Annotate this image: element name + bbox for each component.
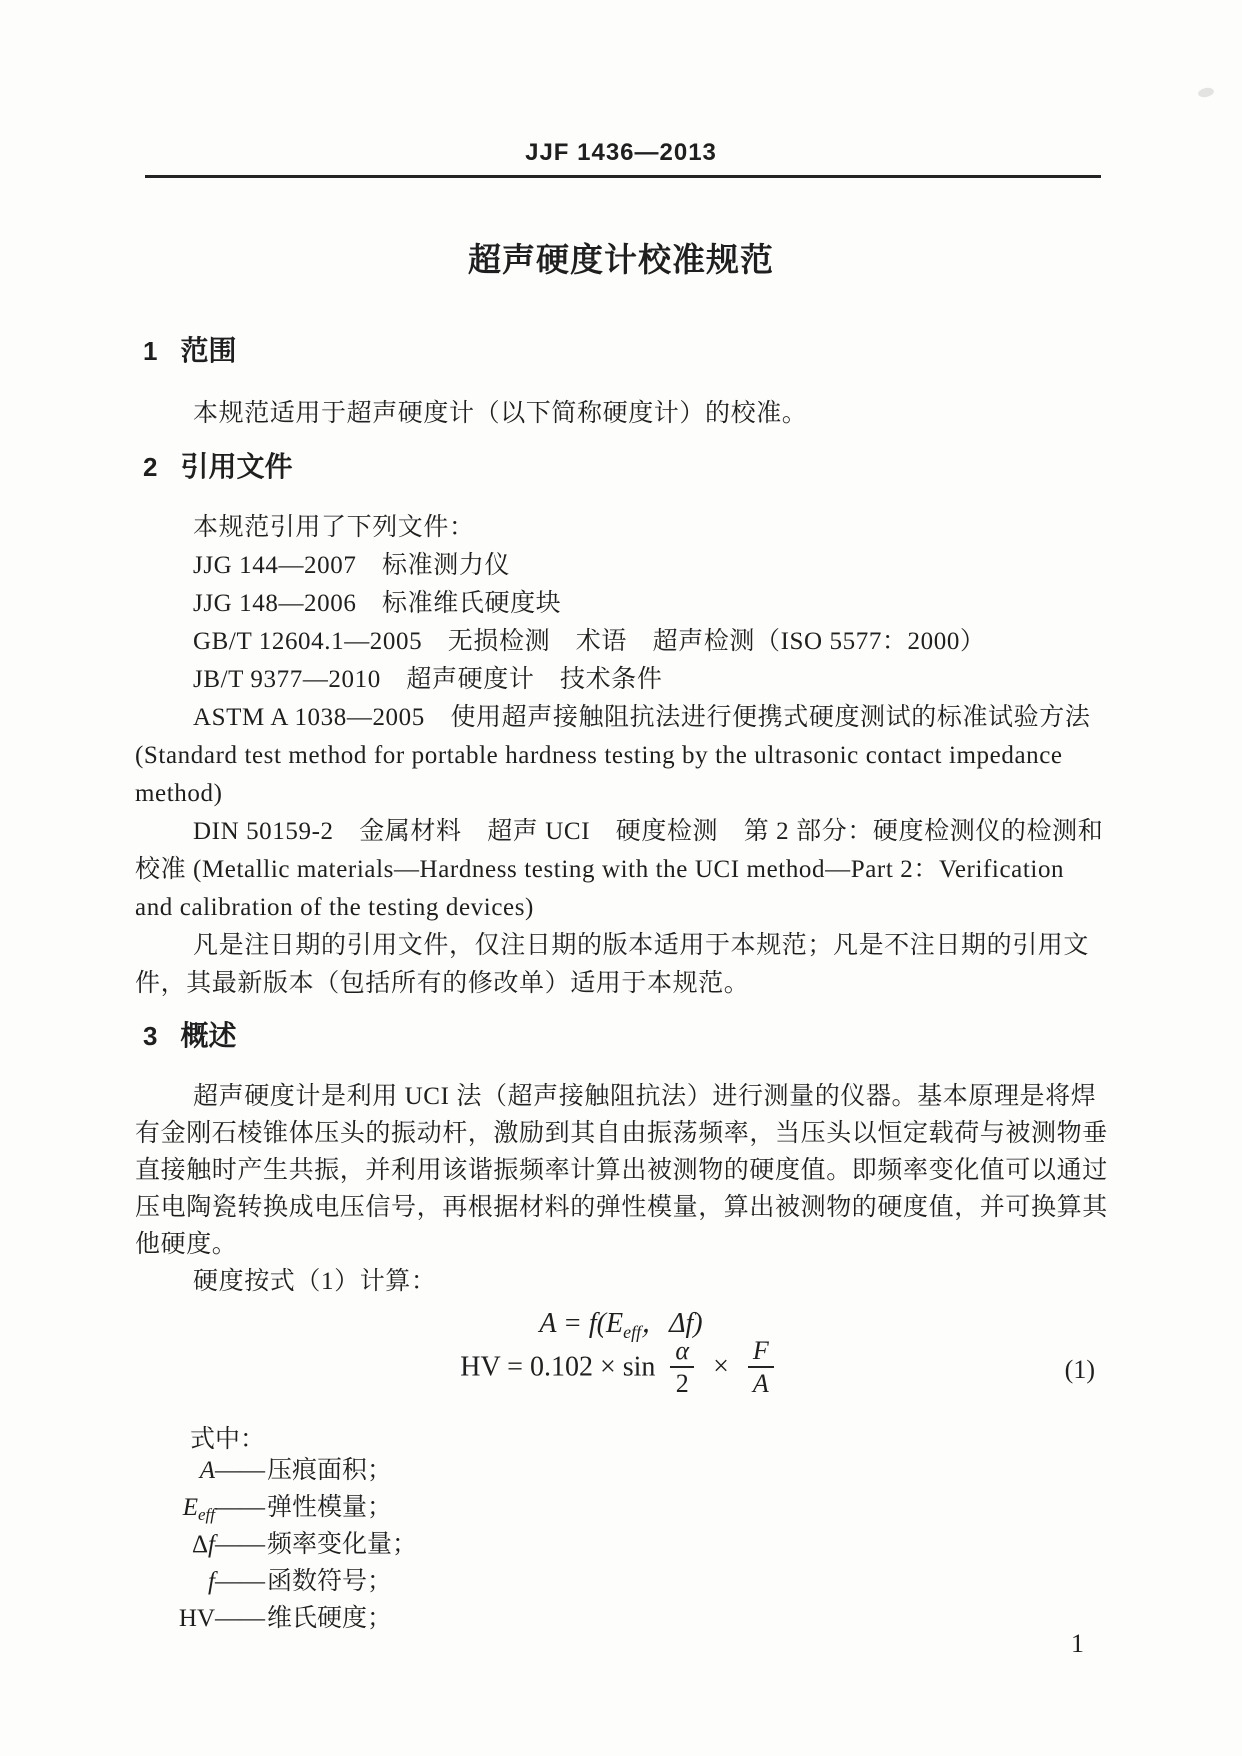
fraction-F-over-A xyxy=(748,1337,774,1398)
symbol: f xyxy=(208,1568,215,1595)
formula-vickers-hardness xyxy=(0,1337,1242,1398)
em-dash: —— xyxy=(215,1457,265,1484)
symbol: Δf xyxy=(191,1531,215,1558)
definition-text: 函数符号； xyxy=(267,1568,393,1595)
symbol: $E_{eff}$ xyxy=(182,1494,215,1524)
section-1-heading xyxy=(143,335,236,367)
symbol: HV xyxy=(178,1605,215,1632)
definition-text: 弹性模量； xyxy=(267,1494,393,1521)
definition-row-A xyxy=(135,1450,392,1488)
fraction-numerator: α xyxy=(670,1337,694,1368)
reference-line: JB/T 9377—2010 超声硬度计 技术条件 xyxy=(193,666,663,693)
formula-1-subscript: eff xyxy=(623,1322,642,1342)
definition-row-f xyxy=(135,1561,392,1599)
em-dash: —— xyxy=(215,1568,265,1595)
dated-reference-note-line: 件，其最新版本（包括所有的修改单）适用于本规范。 xyxy=(135,970,750,997)
section-3-heading xyxy=(143,1020,236,1052)
page-header-standard-number: JJF 1436—2013 xyxy=(525,139,717,166)
fraction-denominator: 2 xyxy=(675,1369,689,1399)
em-dash: —— xyxy=(215,1531,265,1558)
reference-intro-line: 本规范引用了下列文件： xyxy=(193,514,475,541)
em-dash: —— xyxy=(215,1605,265,1632)
section-3-title: 概述 xyxy=(180,1020,237,1051)
definition-text: 频率变化量； xyxy=(267,1531,418,1558)
section-2-heading xyxy=(143,451,292,483)
page-number: 1 xyxy=(1071,1629,1084,1658)
definition-row-Eeff xyxy=(135,1487,392,1525)
overview-line: 直接触时产生共振，并利用该谐振频率计算出被测物的硬度值。即频率变化值可以通过 xyxy=(135,1157,1108,1184)
section-2-title: 引用文件 xyxy=(180,451,293,482)
section-2-number: 2 xyxy=(143,452,158,482)
overview-line: 压电陶瓷转换成电压信号，再根据材料的弹性模量，算出被测物的硬度值，并可换算其 xyxy=(135,1194,1108,1221)
fraction-numerator: F xyxy=(748,1337,774,1368)
section-1-number: 1 xyxy=(143,336,158,366)
reference-line-english: (Standard test method for portable hardness testing by the ultrasonic contact impedance xyxy=(135,742,1063,769)
header-rule xyxy=(145,175,1101,178)
reference-line-english: 校准 (Metallic materials—Hardness testing with the UCI method—Part 2：Verification xyxy=(135,856,1065,883)
overview-line: 超声硬度计是利用 UCI 法（超声接触阻抗法）进行测量的仪器。基本原理是将焊 xyxy=(193,1083,1097,1110)
formula-1-post: ，Δf) xyxy=(641,1308,703,1339)
overview-line: 他硬度。 xyxy=(135,1231,238,1258)
formula-intro-line: 硬度按式（1）计算： xyxy=(193,1268,437,1295)
symbol: A xyxy=(199,1457,215,1484)
scan-artifact xyxy=(1197,86,1215,98)
reference-line-english: and calibration of the testing devices) xyxy=(135,894,534,921)
em-dash: —— xyxy=(215,1494,265,1521)
definition-row-HV xyxy=(135,1598,392,1636)
section-1-paragraph: 本规范适用于超声硬度计（以下简称硬度计）的校准。 xyxy=(193,400,808,427)
section-3-number: 3 xyxy=(143,1021,158,1051)
definition-text: 压痕面积； xyxy=(267,1457,393,1484)
section-1-title: 范围 xyxy=(180,335,237,366)
reference-line: JJG 148—2006 标准维氏硬度块 xyxy=(193,590,562,617)
formula-1-pre: A = f(E xyxy=(539,1308,624,1339)
fraction-alpha-over-2 xyxy=(670,1337,694,1398)
definitions-label: 式中： xyxy=(190,1426,266,1453)
overview-line: 有金刚石棱锥体压头的振动杆，激励到其自由振荡频率，当压头以恒定载荷与被测物垂 xyxy=(135,1120,1108,1147)
section-3-body xyxy=(135,1078,1115,1300)
reference-line: ASTM A 1038—2005 使用超声接触阻抗法进行便携式硬度测试的标准试验方法 xyxy=(193,704,1091,731)
reference-line-english: method) xyxy=(135,780,223,807)
reference-line: JJG 144—2007 标准测力仪 xyxy=(193,552,511,579)
definition-row-delta-f xyxy=(135,1524,417,1562)
definition-text: 维氏硬度； xyxy=(267,1605,393,1632)
formula-2-lhs: HV = 0.102 × sin xyxy=(460,1351,656,1383)
section-2-body xyxy=(135,509,1115,1003)
reference-line: DIN 50159-2 金属材料 超声 UCI 硬度检测 第 2 部分：硬度检测仪的检测和 xyxy=(193,818,1104,845)
fraction-denominator: A xyxy=(752,1369,769,1399)
dated-reference-note-line: 凡是注日期的引用文件，仅注日期的版本适用于本规范；凡是不注日期的引用文 xyxy=(193,932,1090,959)
multiplication-sign: × xyxy=(713,1351,729,1383)
reference-line: GB/T 12604.1—2005 无损检测 术语 超声检测（ISO 5577：2000） xyxy=(193,628,986,655)
equation-number: (1) xyxy=(1064,1355,1095,1384)
document-title: 超声硬度计校准规范 xyxy=(468,241,774,278)
